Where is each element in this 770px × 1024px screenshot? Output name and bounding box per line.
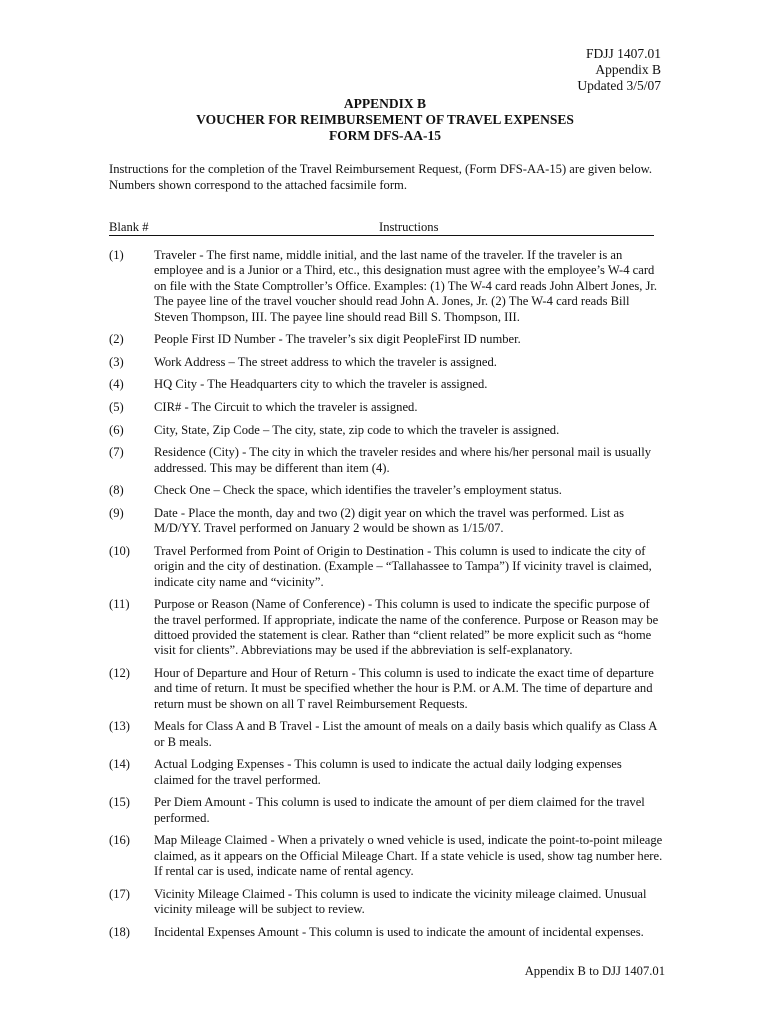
item-text: CIR# - The Circuit to which the traveler is assigned. [154, 400, 418, 414]
item-number: (1) [109, 248, 124, 262]
item-text: Hour of Departure and Hour of Return - This column is used to indicate the exact time of departure and time of return. It must be specified whether the hour is P.M. or A.M. The time of departure and return must be shown on all T ravel Reimbursement Requests. [154, 666, 654, 711]
item-number: (16) [109, 833, 130, 848]
list-item [109, 355, 664, 370]
list-item [109, 506, 664, 537]
item-text: Work Address – The street address to which the traveler is assigned. [154, 354, 497, 369]
reference-number: FDJJ 1407.01 [585, 46, 661, 61]
item-number: (13) [109, 719, 130, 734]
item-number: (10) [109, 543, 130, 558]
list-item [109, 400, 664, 415]
list-item [109, 597, 664, 659]
list-item [109, 757, 664, 788]
blank-number-heading: Blank # [109, 220, 149, 234]
title-form-number: FORM DFS-AA-15 [328, 128, 442, 143]
document-title [0, 96, 770, 144]
item-number: (7) [109, 445, 124, 460]
list-item [109, 719, 664, 750]
item-number: (12) [109, 666, 130, 680]
list-item [109, 483, 664, 498]
list-item [109, 544, 664, 590]
list-item [109, 377, 664, 392]
item-text: People First ID Number - The traveler’s six digit PeopleFirst ID number. [154, 332, 521, 347]
instructions-list [109, 248, 664, 947]
instructions-header [109, 219, 654, 236]
instructions-heading: Instructions [379, 220, 439, 234]
item-text: Per Diem Amount - This column is used to indicate the amount of per diem claimed for the travel performed. [154, 795, 645, 825]
item-text: Residence (City) - The city in which the traveler resides and where his/her personal mail is usually addressed. This may be different than item (4). [154, 445, 652, 475]
item-text: Actual Lodging Expenses - This column is used to indicate the actual daily lodging expenses claimed for the travel performed. [154, 757, 622, 787]
item-number: (17) [109, 886, 130, 901]
item-text: Vicinity Mileage Claimed - This column is used to indicate the vicinity mileage claimed. Unusual vicinity mileage will be subject to review. [154, 886, 647, 917]
list-item [109, 423, 664, 438]
list-item [109, 445, 664, 476]
item-text: HQ City - The Headquarters city to which the traveler is assigned. [154, 377, 488, 392]
title-voucher: VOUCHER FOR REIMBURSEMENT OF TRAVEL EXPENSES [196, 112, 574, 127]
item-text: Incidental Expenses Amount - This column is used to indicate the amount of incidental expenses. [154, 924, 644, 939]
item-text: Check One – Check the space, which identifies the traveler’s employment status. [154, 483, 562, 498]
list-item [109, 666, 664, 712]
item-number: (5) [109, 400, 124, 414]
list-item [109, 833, 664, 879]
item-number: (2) [109, 332, 124, 347]
item-text: Meals for Class A and B Travel - List the amount of meals on a daily basis which qualify as Class A or B meals. [154, 719, 657, 749]
item-number: (15) [109, 795, 130, 810]
list-item [109, 332, 664, 347]
item-text: Date - Place the month, day and two (2) digit year on which the travel was performed. List as M/D/YY. Travel performed on January 2 would be shown as 1/15/07. [154, 505, 625, 536]
item-number: (6) [109, 422, 124, 437]
list-item [109, 925, 664, 940]
reference-appendix: Appendix B [595, 62, 661, 77]
item-text: Purpose or Reason (Name of Conference) - This column is used to indicate the specific purpose of the travel performed. If appropriate, indicate the name of the conference. Purpose or Reason may be dittoed provided the statement is clear. Rather than “client related” be more explicit such as “home visit for clients”. Abbreviations may be used if the abbreviation is self-explanatory. [154, 597, 659, 658]
document-reference [577, 46, 661, 94]
list-item [109, 887, 664, 918]
list-item [109, 795, 664, 826]
item-text: Travel Performed from Point of Origin to Destination - This column is used to indicate the city of origin and the city of destination. (Example – “Tallahassee to Tampa”) If vicinity travel is claimed, indicate city name and “vicinity”. [154, 543, 652, 589]
item-number: (8) [109, 483, 124, 498]
item-number: (3) [109, 354, 124, 369]
intro-paragraph: Instructions for the completion of the Travel Reimbursement Request, (Form DFS-AA-15) are given below. Numbers shown correspond to the attached facsimile form. [109, 162, 653, 192]
item-number: (4) [109, 377, 124, 392]
item-number: (9) [109, 505, 124, 520]
item-text: Map Mileage Claimed - When a privately o wned vehicle is used, indicate the point-to-point mileage claimed, as it appears on the Official Mileage Chart. If a state vehicle is used, show tag number here. If rental car is used, indicate name of rental agency. [154, 833, 663, 879]
reference-updated-date: Updated 3/5/07 [577, 78, 661, 93]
title-appendix: APPENDIX B [343, 96, 427, 111]
item-text: City, State, Zip Code – The city, state, zip code to which the traveler is assigned. [154, 422, 560, 437]
item-text: Traveler - The first name, middle initial, and the last name of the traveler. If the traveler is an employee and is a Junior or a Third, etc., this designation must agree with the employee’s W-4 card on file with the State Comptroller’s Office. Examples: (1) The W-4 card reads John Albert Jones, Jr. The payee line of the travel voucher should read John A. Jones, Jr. (2) The W-4 card reads Bill Steven Thompson, III. The payee line should read Bill S. Thompson, III. [154, 248, 658, 324]
item-number: (14) [109, 757, 130, 772]
item-number: (11) [109, 597, 130, 612]
list-item [109, 248, 664, 325]
item-number: (18) [109, 924, 130, 939]
page-footer: Appendix B to DJJ 1407.01 [524, 964, 665, 978]
